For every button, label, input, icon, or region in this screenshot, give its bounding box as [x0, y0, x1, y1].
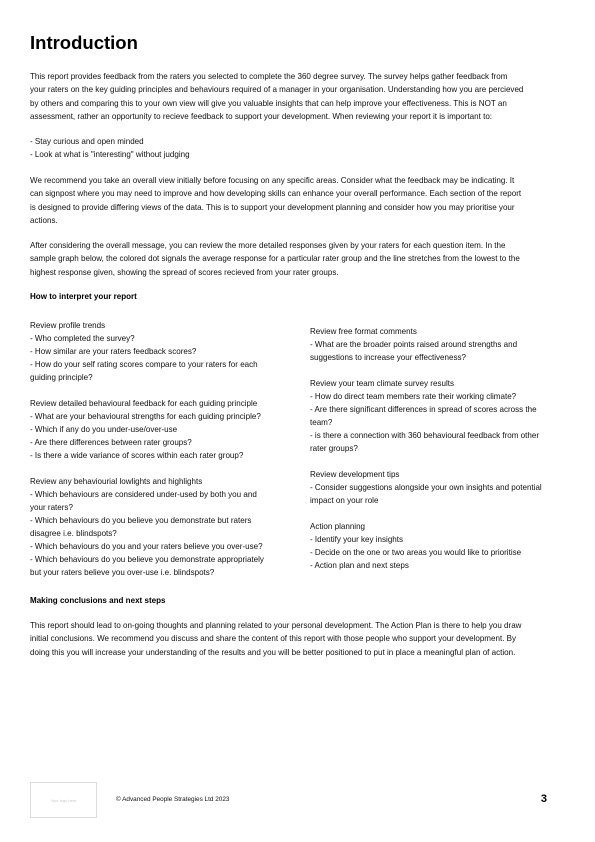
block-line: suggestions to increase your effectiveness?	[310, 353, 466, 362]
recommend-line: is designed to provide differing views of the data. This is to support your development planning and consider how you may prioritise your	[30, 202, 515, 212]
conclusion-line: doing this you will increase your understanding of the results and you will be better positioned to put in place a meaningful plan of action.	[30, 647, 516, 657]
block-title: Action planning	[310, 522, 366, 531]
review-lowlights-highlights-block	[30, 475, 290, 579]
block-title: Review detailed behavioural feedback for each guiding principle	[30, 399, 258, 408]
intro-paragraph	[30, 70, 565, 123]
block-line: - Are there significant differences in spread of scores across the	[310, 405, 537, 414]
intro-line: your raters on the key guiding principles and behaviours required of a manager in your organisation. Understanding how you are percieved	[30, 85, 524, 95]
recommend-line: We recommend you take an overall view initially before focusing on any specific areas. Consider what the feedback may be indicating. It	[30, 176, 515, 185]
after-line: sample graph below, the colored dot signals the average response for a particular rater group and the line stretches from the lowest to the	[30, 254, 520, 264]
block-line: - Action plan and next steps	[310, 561, 409, 570]
conclusion-line: initial conclusions. We recommend you discuss and share the content of this report with those people who support your development. By	[30, 634, 517, 644]
interpret-right-column	[310, 325, 570, 585]
bullet-list	[30, 135, 565, 162]
review-comments-block	[310, 325, 570, 364]
block-line: - Decide on the one or two areas you would like to prioritise	[310, 548, 522, 557]
interpret-left-column	[30, 319, 290, 592]
block-line: - How do your self rating scores compare to your raters for each	[30, 360, 258, 369]
intro-line: assessment, rather an opportunity to recieve feedback to support your development. When reviewing your report it is important to:	[30, 111, 493, 121]
block-line: - Consider suggestions alongside your own insights and potential	[310, 483, 542, 492]
review-team-climate-block	[310, 377, 570, 455]
conclusions-heading: Making conclusions and next steps	[30, 596, 166, 605]
block-line: guiding principle?	[30, 373, 93, 382]
page-number: 3	[540, 793, 547, 805]
review-profile-trends-block	[30, 319, 290, 384]
block-title: Review your team climate survey results	[310, 379, 454, 388]
block-line: - How similar are your raters feedback scores?	[30, 347, 197, 356]
interpret-heading: How to interpret your report	[30, 292, 137, 301]
block-line: - Which if any do you under-use/over-use	[30, 425, 178, 434]
block-line: - Are there differences between rater groups?	[30, 438, 192, 447]
block-line: team?	[310, 418, 333, 427]
block-line: but your raters believe you over-use i.e. blindspots?	[30, 568, 215, 577]
page-title: Introduction	[30, 32, 138, 53]
review-development-tips-block	[310, 468, 570, 507]
block-title: Review development tips	[310, 470, 400, 479]
bullet-item: - Stay curious and open minded	[30, 137, 144, 146]
block-line: - What are the broader points raised around strengths and	[310, 340, 518, 349]
block-line: disagree i.e. blindspots?	[30, 529, 117, 538]
recommend-line: actions.	[30, 215, 58, 225]
block-line: - Which behaviours do you and your raters believe you over-use?	[30, 542, 263, 551]
recommend-line: can signpost where you may need to improve and how developing skills can enhance your overall performance. Each section of the report	[30, 189, 522, 199]
block-line: - Identify your key insights	[310, 535, 404, 544]
block-line: impact on your role	[310, 496, 379, 505]
logo-placeholder	[30, 782, 97, 818]
block-line: - Is there a wide variance of scores within each rater group?	[30, 451, 244, 460]
block-line: your raters?	[30, 503, 73, 512]
block-line: - What are your behavioural strengths for each guiding principle?	[30, 412, 261, 421]
block-line: - Who completed the survey?	[30, 334, 135, 343]
intro-line: This report provides feedback from the raters you selected to complete the 360 degree survey. The survey helps gather feedback from	[30, 72, 508, 81]
review-behavioural-feedback-block	[30, 397, 290, 462]
block-line: - is there a connection with 360 behavioural feedback from other	[310, 431, 540, 440]
block-line: - How do direct team members rate their working climate?	[310, 392, 517, 401]
block-title: Review any behaviourial lowlights and highlights	[30, 477, 203, 486]
block-line: - Which behaviours do you believe you demonstrate but raters	[30, 516, 252, 525]
block-line: - Which behaviours are considered under-used by both you and	[30, 490, 257, 499]
after-line: After considering the overall message, you can review the more detailed responses given by your raters for each question item. In the	[30, 241, 506, 250]
conclusion-line: This report should lead to on-going thoughts and planning related to your personal development. The Action Plan is there to help you draw	[30, 621, 522, 630]
bullet-item: - Look at what is "interesting" without judging	[30, 150, 190, 160]
block-title: Review profile trends	[30, 321, 106, 330]
footer-copyright: © Advanced People Strategies Ltd 2023	[116, 796, 230, 803]
logo-placeholder-text: Your logo here	[50, 797, 77, 803]
block-line: - Which behaviours do you believe you demonstrate appropriately	[30, 555, 264, 564]
conclusion-paragraph	[30, 619, 565, 659]
block-line: rater groups?	[310, 444, 358, 453]
after-paragraph	[30, 239, 565, 279]
after-line: highest response given, showing the spread of scores recieved from your rater groups.	[30, 267, 339, 277]
action-planning-block	[310, 520, 570, 572]
block-title: Review free format comments	[310, 327, 417, 336]
recommend-paragraph	[30, 174, 565, 227]
intro-line: by others and comparing this to your own view will give you valuable insights that can help improve your effectiveness. This is NOT an	[30, 98, 507, 108]
